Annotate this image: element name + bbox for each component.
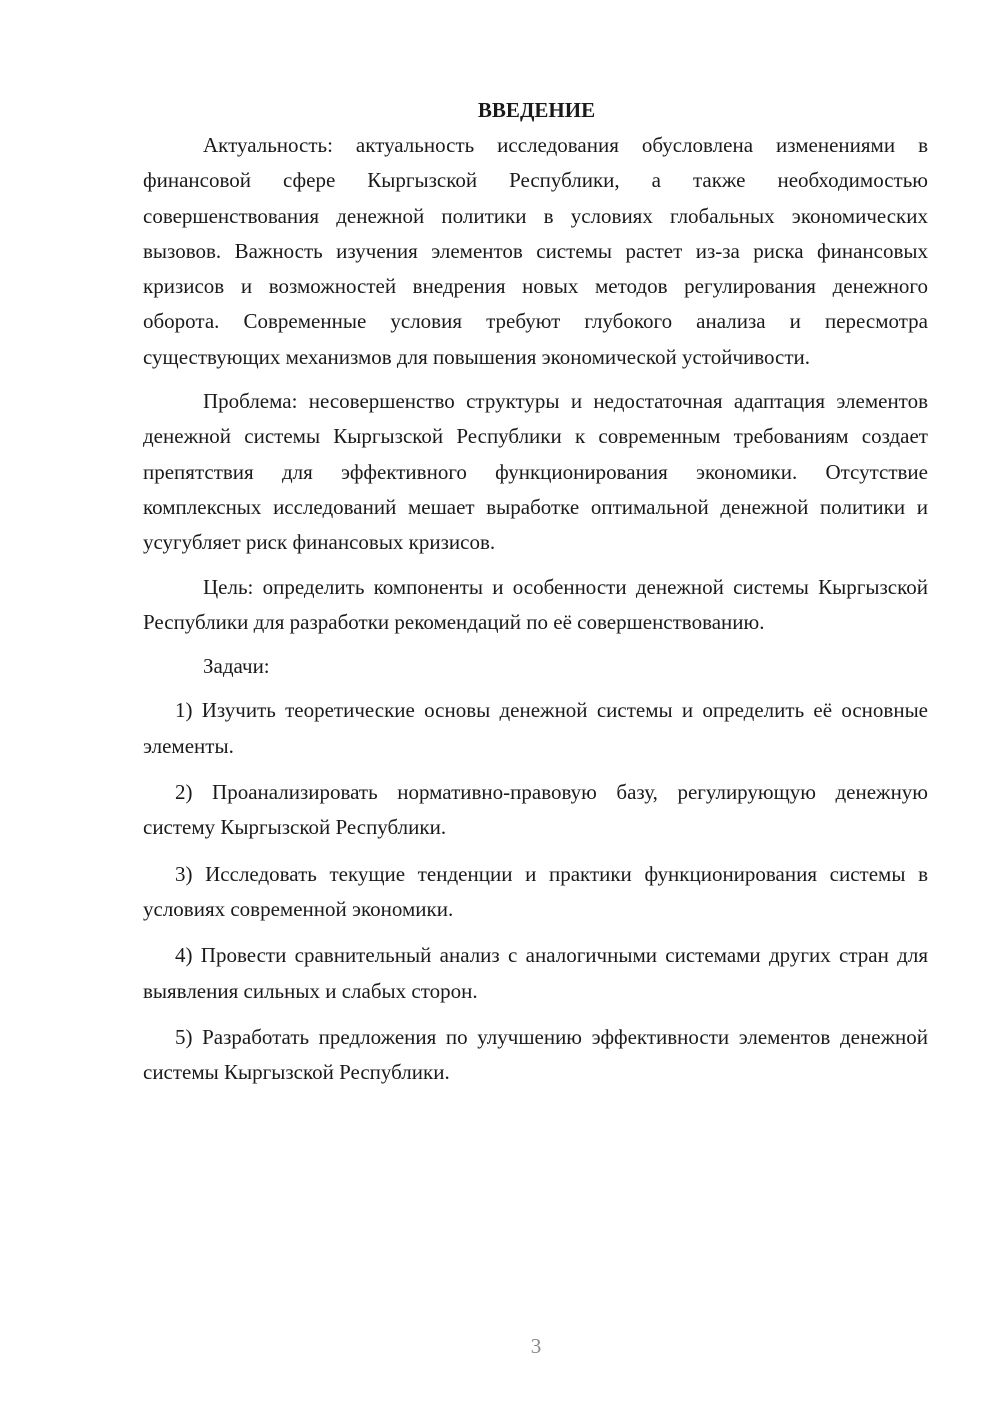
- page-number: 3: [530, 1334, 542, 1358]
- page-heading: ВВЕДЕНИЕ: [477, 98, 596, 122]
- paragraph-goal: Цель: определить компоненты и особенности денежной системы Кыргызской Республики для разработки рекомендаций по её совершенствованию.: [143, 574, 928, 634]
- task-item: 4) Провести сравнительный анализ с аналогичными системами других стран для выявления сильных и слабых сторон.: [143, 943, 928, 1003]
- paragraph-problem: Проблема: несовершенство структуры и недостаточная адаптация элементов денежной системы Кыргызской Республики к современным требованиям создает препятствия для эффективного функционирования экономики. Отсутствие комплексных исследований мешает выработке оптимальной денежной политики и усугубляет риск финансовых кризисов.: [143, 389, 928, 555]
- page-content: [143, 93, 928, 1101]
- paragraph-relevance: Актуальность: актуальность исследования обусловлена изменениями в финансовой сфере Кыргызской Республики, а также необходимостью совершенствования денежной политики в условиях глобальных экономических вызовов. Важность изучения элементов системы растет из-за риска финансовых кризисов и возможностей внедрения новых методов регулирования денежного оборота. Современные условия требуют глубокого анализа и пересмотра существующих механизмов для повышения экономической устойчивости.: [143, 133, 928, 369]
- task-item: 1) Изучить теоретические основы денежной системы и определить её основные элементы.: [143, 698, 928, 758]
- task-item: 5) Разработать предложения по улучшению эффективности элементов денежной системы Кыргызской Республики.: [143, 1024, 928, 1085]
- tasks-title: Задачи:: [203, 654, 270, 679]
- task-item: 2) Проанализировать нормативно-правовую базу, регулирующую денежную систему Кыргызской Республики.: [143, 780, 928, 840]
- task-item: 3) Исследовать текущие тенденции и практики функционирования системы в условиях современной экономики.: [143, 861, 928, 921]
- task-list: [143, 693, 928, 1090]
